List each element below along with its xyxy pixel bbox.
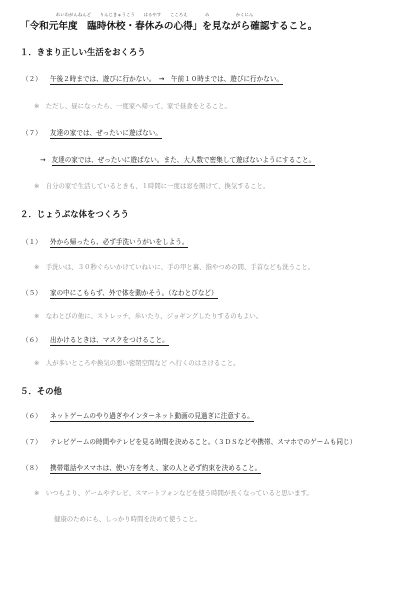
item-text: 午後２時までは、遊びに行かない。 → 午前１０時までは、遊びに行かない。: [50, 75, 284, 83]
item-number: （５）: [22, 289, 42, 297]
item-number: （１）: [22, 238, 42, 246]
item-number: （７）: [22, 438, 42, 446]
item-number: （６）: [22, 412, 42, 420]
section-5-heading: ５．その他: [20, 386, 62, 396]
item-text: 携帯電話やスマホは、使い方を考え、家の人と必ず約束を決めること。: [50, 464, 262, 472]
section-1-heading: １．きまり正しい生活をおくろう: [20, 47, 146, 57]
item-text: ネットゲームのやり過ぎやインターネット動画の見過ぎに注意する。: [50, 412, 254, 420]
section-2-heading: ２．じょうぶな体をつくろう: [20, 209, 129, 219]
title-block: [20, 12, 410, 32]
revised-rule: [40, 154, 315, 164]
item-text: 家の中にこもらず、外で体を動かそう。（なわとびなど）: [50, 289, 218, 297]
item-number: （２）: [22, 75, 42, 83]
item-text: 友達の家では、ぜったいに遊ばない。また、大人数で密集して遊ばないようにすること。: [51, 156, 316, 164]
arrow-icon: →: [40, 156, 46, 164]
item-text: テレビゲームの時間やテレビを見る時間を決めること。（３ＤＳなどや携帯、スマホでのゲームも同じ）: [50, 438, 357, 446]
note-text: ※ 自分の家で生活しているときも、１時間に一度は窓を開けて、換気すること。: [34, 182, 270, 190]
title-ruby: れいわがんねんど りんじきゅうこう はるやす こころえ み かくにん: [56, 12, 254, 17]
item-text: 外から帰ったら、必ず手洗いうがいをしよう。: [50, 238, 189, 246]
item-number: （８）: [22, 464, 42, 472]
note-text: ※ いつもより、ゲームやテレビ、スマートフォンなどを使う時間が長くなっていると思います。: [34, 489, 313, 497]
note-text: ※ 人が多いところや換気の悪い密閉空間など へ行くのはさけること。: [34, 359, 240, 367]
note-text: ※ なわとびの他に、ストレッチ、歩いたり、ジョギングしたりするのもよい。: [34, 312, 263, 320]
item-number: （６）: [22, 336, 42, 344]
note-text: ※ ただし、昼になったら、一度家へ帰って、家で昼食をとること。: [34, 102, 231, 110]
note-text: ※ 手洗いは、３０秒ぐらいかけていねいに、手の甲と裏、指やつめの間、手首なども洗うこと。: [34, 263, 315, 271]
item-text: 出かけるときは、マスクをつけること。: [50, 336, 169, 344]
page-title: 「令和元年度 臨時休校・春休みの心得」を見ながら確認すること。: [20, 21, 318, 32]
note-text-continued: 健康のためにも、しっかり時間を決めて使うこと。: [54, 515, 201, 523]
item-text: 友達の家では、ぜったいに遊ばない。: [50, 129, 162, 137]
item-number: （７）: [22, 129, 42, 137]
